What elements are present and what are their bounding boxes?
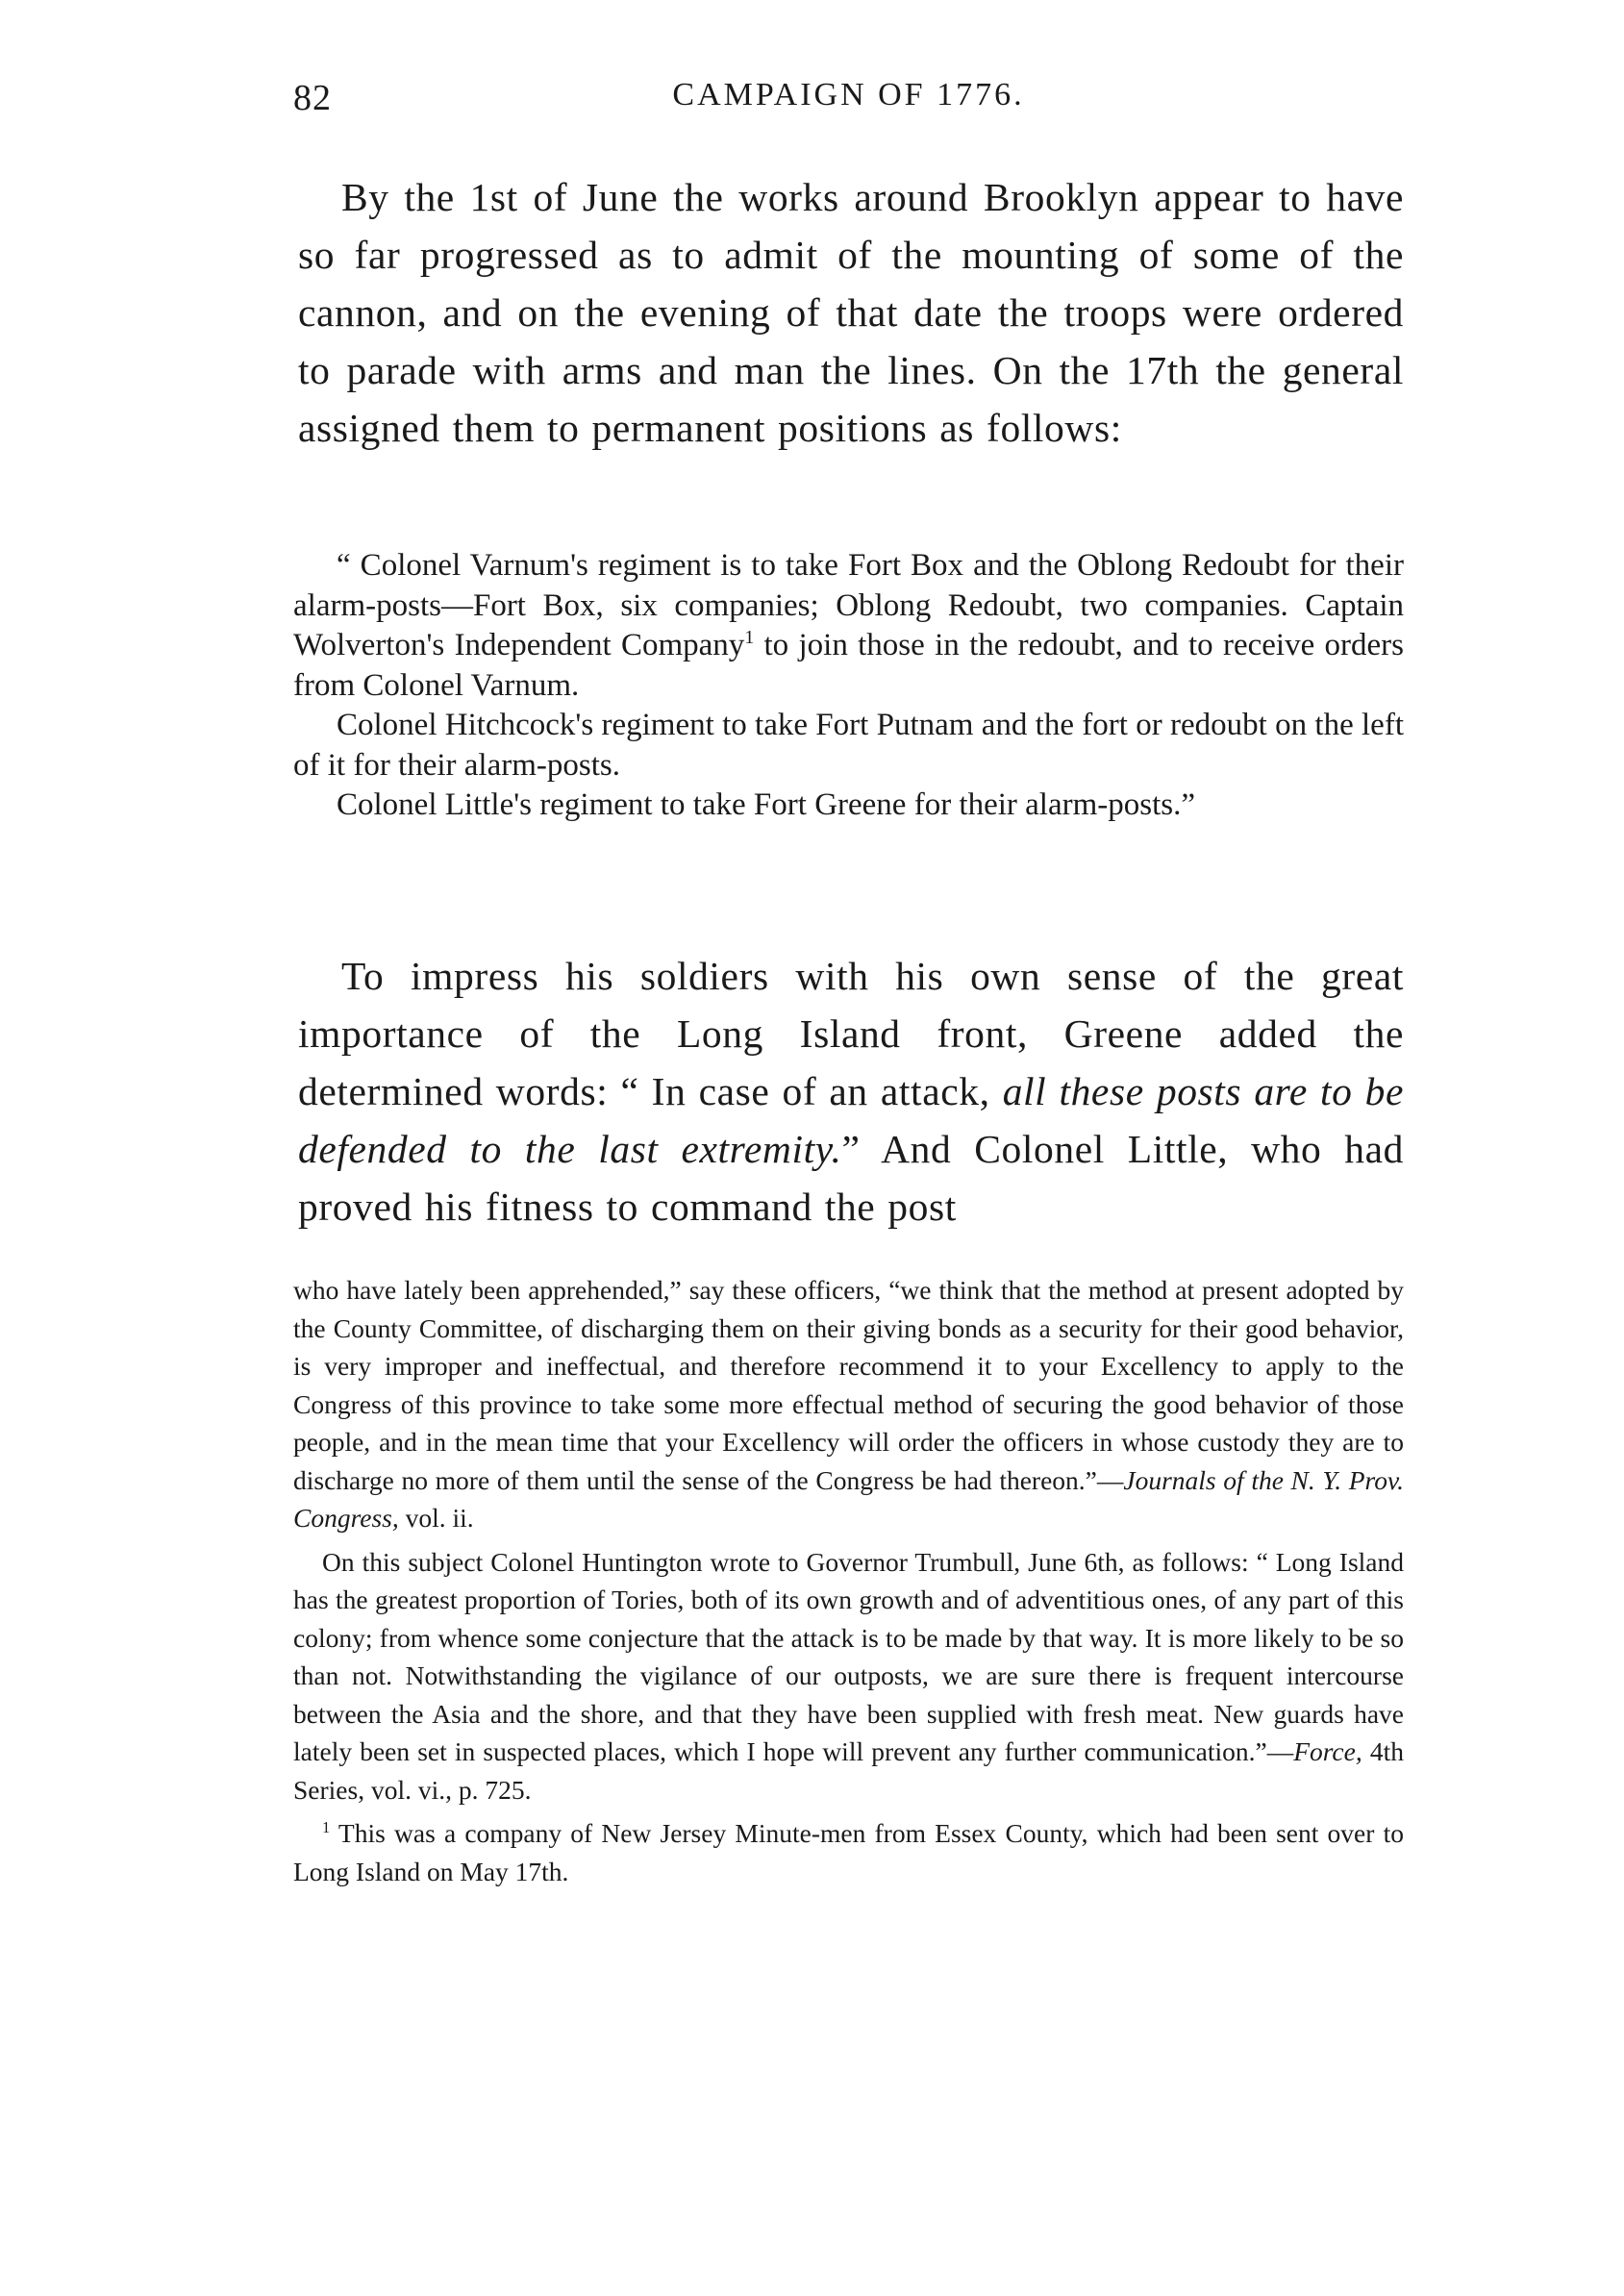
footnote-huntington-source: Force, (1293, 1736, 1362, 1766)
footnote-continued (293, 1271, 1404, 1537)
footnote-huntington (293, 1543, 1404, 1809)
footnote-continued-text: who have lately been apprehended,” say these officers, “we think that the method at present adopted by the County Committee, of discharging them on their giving bonds as a security for their good behavior, is very improper and ineffectual, and therefore recommend it to your Excellency to apply to the Congress of this province to take some more effectual method of securing the good behavior of those people, and in the mean time that your Excellency will order the officers in whose custody they are to discharge no more of them until the sense of the Congress be had thereon.”— (293, 1275, 1404, 1495)
footnote-1-text: This was a company of New Jersey Minute-men from Essex County, which had been sent over to Long Island on May 17th. (293, 1818, 1404, 1886)
page-number: 82 (293, 78, 332, 118)
footnote-reference-1: 1 (744, 627, 755, 648)
footnote-huntington-citation: 4th Series, vol. vi., p. 725. (293, 1736, 1404, 1805)
body-paragraph-2 (298, 947, 1404, 1235)
body-paragraph-2-emphasis: all these posts are to be defended to the last extremity. (298, 1069, 1405, 1171)
body-paragraph-2-text (298, 947, 1404, 1235)
running-title: CAMPAIGN OF 1776. (672, 77, 1025, 112)
footnote-huntington-text: On this subject Colonel Huntington wrote to Governor Trumbull, June 6th, as follows: “ Long Island has the greatest proportion of Tories, both of its own growth and of adventitious ones, of any part of this colony; from whence some conjecture that the attack is to be made by that way. It is more likely to be so than not. Notwithstanding the vigilance of our outposts, we are sure there is frequent intercourse between the Asia and the shore, and that they have been supplied with fresh meat. New guards have lately been set in suspected places, which I hope will prevent any further communication.”— (293, 1546, 1404, 1766)
quote-varnum-text-end: to join those in the redoubt, and to receive orders from Colonel Varnum. (293, 628, 1404, 703)
quote-varnum-text: “ Colonel Varnum's regiment is to take Fort Box and the Oblong Redoubt for their alarm-posts—Fort Box, six companies; Oblong Redoubt, two companies. Captain Wolverton's Independent Company (293, 548, 1404, 662)
quote-little: Colonel Little's regiment to take Fort Greene for their alarm-posts.” (337, 787, 1196, 822)
footnote-1 (293, 1814, 1404, 1890)
footnote-1-mark: 1 (322, 1817, 331, 1836)
general-orders-quote (293, 546, 1404, 826)
body-paragraph-1-text: By the 1st of June the works around Brooklyn appear to have so far progressed as to admit of the mounting of some of the cannon, and on the evening of that date the troops were ordered to parade with arms and man the lines. On the 17th the general assigned them to permanent positions as follows: (298, 175, 1404, 450)
footnote-continued-source: Journals of the N. Y. Prov. Congress, (293, 1464, 1404, 1533)
body-paragraph-2-start: To impress his soldiers with his own sense of the great importance of the Long Island front, Greene added the determined words: “ In case of an attack, (298, 954, 1404, 1113)
footnote-continued-volume: vol. ii. (398, 1503, 474, 1533)
body-paragraph-1 (298, 168, 1404, 457)
quote-hitchcock: Colonel Hitchcock's regiment to take Fort Putnam and the fort or redoubt on the left of it for their alarm-posts. (293, 708, 1404, 783)
quote-varnum (293, 546, 1404, 706)
page-header (293, 77, 1404, 135)
body-paragraph-2-end: ” And Colonel Little, who had proved his fitness to command the post (298, 1127, 1404, 1229)
footnotes (293, 1271, 1404, 1890)
